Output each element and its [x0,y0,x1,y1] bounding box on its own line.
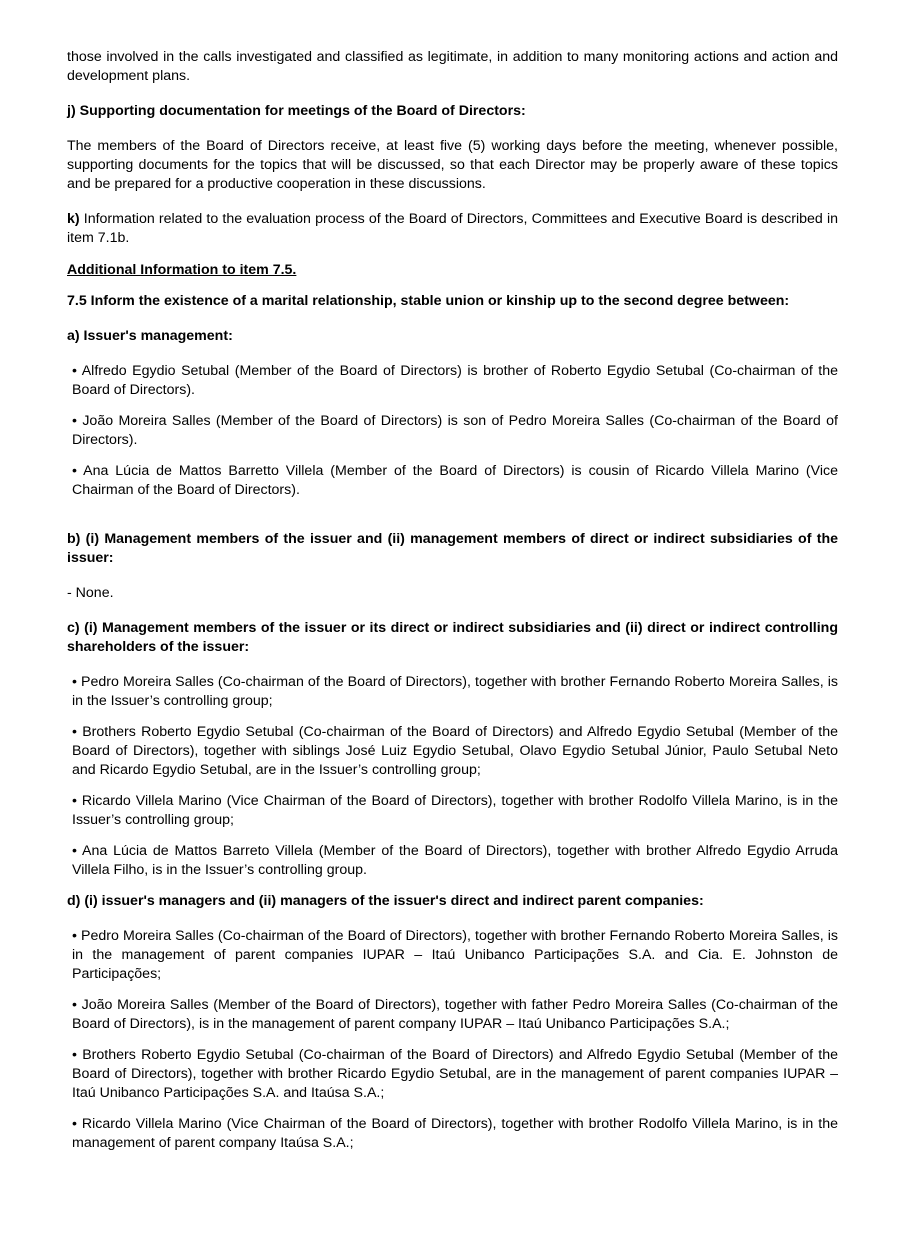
list-item: • Ricardo Villela Marino (Vice Chairman of the Board of Directors), together with brother Rodolfo Villela Marino, is in the Issuer’s controlling group; [72,793,838,828]
section-b-heading: b) (i) Management members of the issuer and (ii) management members of direct or indirect subsidiaries of the issuer: [67,531,838,566]
list-item: • Pedro Moreira Salles (Co-chairman of the Board of Directors), together with brother Fernando Roberto Moreira Salles, is in the management of parent companies IUPAR – Itaú Unibanco Participações S.A. and Cia. E. Johnston de Participações; [72,928,838,982]
section-d-heading: d) (i) issuer's managers and (ii) managers of the issuer's direct and indirect parent companies: [67,893,704,909]
section-k-paragraph [67,210,838,248]
section-j-heading: j) Supporting documentation for meetings of the Board of Directors: [67,103,526,119]
list-item: • Ricardo Villela Marino (Vice Chairman of the Board of Directors), together with brother Rodolfo Villela Marino, is in the management of parent company Itaúsa S.A.; [72,1116,838,1151]
list-item: • Brothers Roberto Egydio Setubal (Co-chairman of the Board of Directors) and Alfredo Egydio Setubal (Member of the Board of Directors), together with siblings José Luiz Egydio Setubal, Olavo Egydio Setubal Júnior, Paulo Setubal Neto and Ricardo Egydio Setubal, are in the Issuer’s controlling group; [72,724,838,778]
item-7-5-question: 7.5 Inform the existence of a marital relationship, stable union or kinship up to the second degree between: [67,293,790,309]
list-item: • João Moreira Salles (Member of the Board of Directors) is son of Pedro Moreira Salles (Co-chairman of the Board of Directors). [72,413,838,448]
list-item: • Brothers Roberto Egydio Setubal (Co-chairman of the Board of Directors) and Alfredo Egydio Setubal (Member of the Board of Directors), together with brother Ricardo Egydio Setubal, are in the management of parent companies IUPAR – Itaú Unibanco Participações S.A. and Itaúsa S.A.; [72,1047,838,1101]
list-item: • Ana Lúcia de Mattos Barreto Villela (Member of the Board of Directors), together with brother Alfredo Egydio Arruda Villela Filho, is in the Issuer’s controlling group. [72,843,838,878]
section-c-heading: c) (i) Management members of the issuer or its direct or indirect subsidiaries and (ii) direct or indirect controlling shareholders of the issuer: [67,620,838,655]
additional-info-title: Additional Information to item 7.5. [67,262,297,278]
list-item: • Alfredo Egydio Setubal (Member of the Board of Directors) is brother of Roberto Egydio Setubal (Co-chairman of the Board of Directors). [72,363,838,398]
section-j-paragraph: The members of the Board of Directors receive, at least five (5) working days before the meeting, whenever possible, supporting documents for the topics that will be discussed, so that each Director may be properly aware of these topics and be prepared for a productive cooperation in these discussions. [67,138,838,192]
list-item: • Pedro Moreira Salles (Co-chairman of the Board of Directors), together with brother Fernando Roberto Moreira Salles, is in the Issuer’s controlling group; [72,674,838,709]
section-k-text: Information related to the evaluation process of the Board of Directors, Committees and Executive Board is described in item 7.1b. [67,211,838,246]
section-a-heading: a) Issuer's management: [67,328,233,344]
intro-paragraph: those involved in the calls investigated and classified as legitimate, in addition to many monitoring actions and action and development plans. [67,49,838,84]
document-page [67,48,838,1153]
list-item: • Ana Lúcia de Mattos Barretto Villela (Member of the Board of Directors) is cousin of Ricardo Villela Marino (Vice Chairman of the Board of Directors). [72,463,838,498]
section-k-label: k) [67,211,80,227]
list-item: • João Moreira Salles (Member of the Board of Directors), together with father Pedro Moreira Salles (Co-chairman of the Board of Directors), is in the management of parent company IUPAR – Itaú Unibanco Participações S.A.; [72,997,838,1032]
section-b-paragraph: - None. [67,585,114,601]
